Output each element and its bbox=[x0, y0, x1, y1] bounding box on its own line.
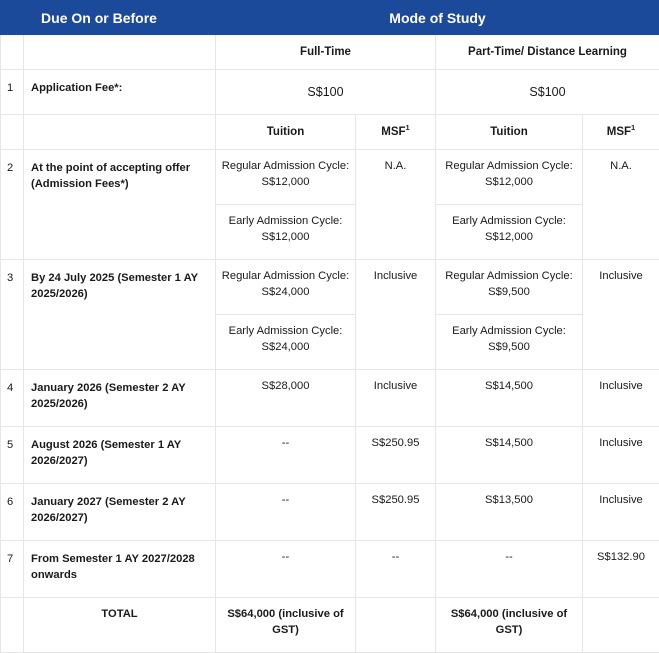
table-row bbox=[1, 70, 659, 115]
table-row bbox=[1, 484, 659, 541]
ft-application-fee: S$100 bbox=[216, 70, 436, 115]
total-label: TOTAL bbox=[24, 598, 216, 653]
pt-msf-header: MSF$^1$ bbox=[583, 115, 659, 150]
full-time-header: Full-Time bbox=[216, 35, 436, 70]
row-number: 3 bbox=[1, 260, 24, 370]
table-row bbox=[1, 150, 659, 205]
pt-regular-admission: Regular Admission Cycle: S$12,000 bbox=[436, 150, 583, 205]
row-label: January 2027 (Semester 2 AY 2026/2027) bbox=[24, 484, 216, 541]
ft-msf-value: S$250.95 bbox=[356, 484, 436, 541]
row-label: By 24 July 2025 (Semester 1 AY 2025/2026) bbox=[24, 260, 216, 370]
pt-msf-value: S$132.90 bbox=[583, 541, 659, 598]
pt-msf-value: Inclusive bbox=[583, 260, 659, 370]
pt-regular-admission: Regular Admission Cycle: S$9,500 bbox=[436, 260, 583, 315]
mode-subheader-row bbox=[1, 35, 659, 70]
pt-tuition-value: -- bbox=[436, 541, 583, 598]
ft-early-admission: Early Admission Cycle: S$12,000 bbox=[216, 205, 356, 260]
ft-msf-value: Inclusive bbox=[356, 260, 436, 370]
ft-tuition-value: -- bbox=[216, 427, 356, 484]
mode-of-study-header: Mode of Study bbox=[216, 1, 659, 35]
row-number: 1 bbox=[1, 70, 24, 115]
ft-tuition-value: -- bbox=[216, 541, 356, 598]
row-number: 6 bbox=[1, 484, 24, 541]
pt-tuition-value: S$14,500 bbox=[436, 370, 583, 427]
row-number: 4 bbox=[1, 370, 24, 427]
table-header-row bbox=[1, 1, 659, 35]
due-on-or-before-header: Due On or Before bbox=[1, 1, 216, 35]
pt-early-admission: Early Admission Cycle: S$9,500 bbox=[436, 315, 583, 370]
ft-msf-value: S$250.95 bbox=[356, 427, 436, 484]
ft-regular-admission: Regular Admission Cycle: S$24,000 bbox=[216, 260, 356, 315]
pt-msf-value: Inclusive bbox=[583, 370, 659, 427]
ft-total-value: S$64,000 (inclusive of GST) bbox=[216, 598, 356, 653]
pt-msf-value: Inclusive bbox=[583, 427, 659, 484]
ft-regular-admission: Regular Admission Cycle: S$12,000 bbox=[216, 150, 356, 205]
row-number: 2 bbox=[1, 150, 24, 260]
pt-msf-value: Inclusive bbox=[583, 484, 659, 541]
pt-total-value: S$64,000 (inclusive of GST) bbox=[436, 598, 583, 653]
ft-early-admission: Early Admission Cycle: S$24,000 bbox=[216, 315, 356, 370]
pt-tuition-header: Tuition bbox=[436, 115, 583, 150]
ft-msf-header: MSF$^1$ bbox=[356, 115, 436, 150]
row-label: At the point of accepting offer (Admission Fees*) bbox=[24, 150, 216, 260]
total-row bbox=[1, 598, 659, 653]
pt-tuition-value: S$14,500 bbox=[436, 427, 583, 484]
ft-msf-value: -- bbox=[356, 541, 436, 598]
pt-early-admission: Early Admission Cycle: S$12,000 bbox=[436, 205, 583, 260]
pt-application-fee: S$100 bbox=[436, 70, 659, 115]
table-row bbox=[1, 427, 659, 484]
part-time-header: Part-Time/ Distance Learning bbox=[436, 35, 659, 70]
tuition-msf-header-row bbox=[1, 115, 659, 150]
ft-tuition-value: -- bbox=[216, 484, 356, 541]
table-row bbox=[1, 370, 659, 427]
row-label: August 2026 (Semester 1 AY 2026/2027) bbox=[24, 427, 216, 484]
row-label: Application Fee*: bbox=[24, 70, 216, 115]
pt-msf-value: N.A. bbox=[583, 150, 659, 260]
ft-msf-value: N.A. bbox=[356, 150, 436, 260]
ft-tuition-value: S$28,000 bbox=[216, 370, 356, 427]
table-row bbox=[1, 260, 659, 315]
ft-tuition-header: Tuition bbox=[216, 115, 356, 150]
row-number: 5 bbox=[1, 427, 24, 484]
row-label: January 2026 (Semester 2 AY 2025/2026) bbox=[24, 370, 216, 427]
row-label: From Semester 1 AY 2027/2028 onwards bbox=[24, 541, 216, 598]
table-row bbox=[1, 541, 659, 598]
ft-msf-value: Inclusive bbox=[356, 370, 436, 427]
row-number: 7 bbox=[1, 541, 24, 598]
pt-tuition-value: S$13,500 bbox=[436, 484, 583, 541]
